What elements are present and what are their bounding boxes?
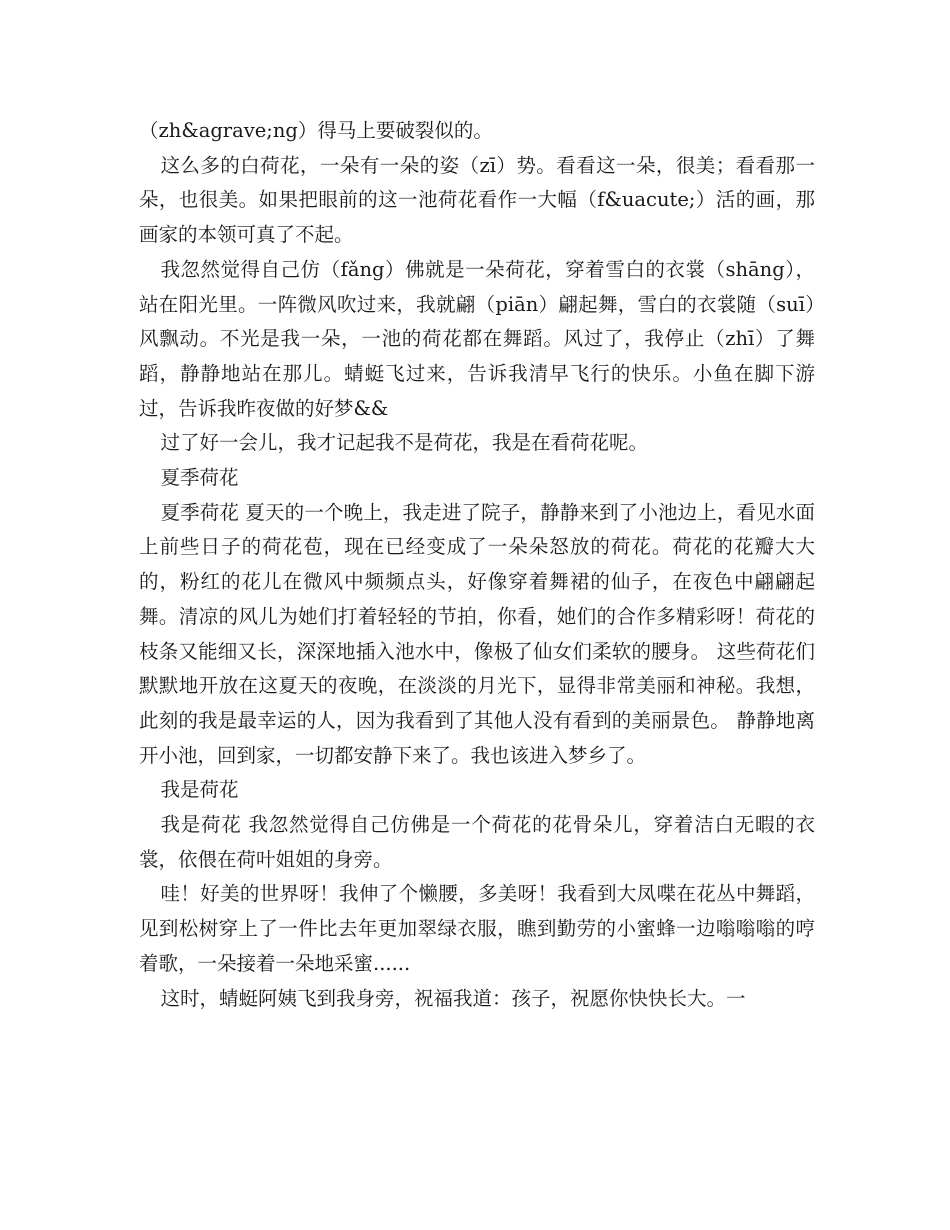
paragraph-dragonfly-blessing: 这时，蜻蜓阿姨飞到我身旁，祝福我道：孩子，祝愿你快快长大。一 bbox=[160, 986, 746, 1010]
paragraph-i-am-lotus-intro: 我是荷花 我忽然觉得自己仿佛是一个荷花的花骨朵儿，穿着洁白无暇的衣裳，依偎在荷叶姐姐的身旁。 bbox=[139, 813, 815, 871]
section-title-i-am-lotus: 我是荷花 bbox=[160, 778, 239, 802]
paragraph-lotus-postures: 这么多的白荷花，一朵有一朵的姿（zī）势。看看这一朵，很美；看看那一朵，也很美。如果把眼前的这一池荷花看作一大幅（f&uacute;）活的画，那画家的本领可真了不起。 bbox=[139, 153, 815, 247]
paragraph-beautiful-world: 哇！好美的世界呀！我伸了个懒腰，多美呀！我看到大凤喋在花丛中舞蹈，见到松树穿上了一件比去年更加翠绿衣服，瞧到勤劳的小蜜蜂一边嗡嗡嗡的哼着歌，一朵接着一朵地采蜜...... bbox=[139, 882, 815, 975]
paragraph-i-am-a-lotus-dance: 我忽然觉得自己仿（fǎng）佛就是一朵荷花，穿着雪白的衣裳（shāng），站在阳光里。一阵微风吹过来，我就翩（piān）翩起舞，雪白的衣裳随（suī）风飘动。不光是我一朵，一池的荷花都在舞蹈。风过了，我停止（zhī）了舞蹈，静静地站在那儿。蜻蜓飞过来，告诉我清早飞行的快乐。小鱼在脚下游过，告诉我昨夜做的好梦&& bbox=[139, 257, 815, 420]
paragraph-continuation: （zh&agrave;ng）得马上要破裂似的。 bbox=[139, 119, 493, 142]
document-body bbox=[139, 114, 815, 1016]
paragraph-summer-lotus: 夏季荷花 夏天的一个晚上，我走进了院子，静静来到了小池边上，看见水面上前些日子的荷花苞，现在已经变成了一朵朵怒放的荷花。荷花的花瓣大大的，粉红的花儿在微风中频频点头，好像穿着舞裙的仙子，在夜色中翩翩起舞。清凉的风儿为她们打着轻轻的节拍，你看，她们的合作多精彩呀！荷花的枝条又能细又长，深深地插入池水中，像极了仙女们柔软的腰身。 这些荷花们默默地开放在这夏天的夜晚，在淡淡的月光下，显得非常美丽和神秘。我想，此刻的我是最幸运的人，因为我看到了其他人没有看到的美丽景色。 静静地离开小池，回到家，一切都安静下来了。我也该进入梦乡了。 bbox=[139, 500, 815, 767]
paragraph-remembering: 过了好一会儿，我才记起我不是荷花，我是在看荷花呢。 bbox=[160, 431, 648, 455]
section-title-summer-lotus: 夏季荷花 bbox=[160, 466, 239, 490]
